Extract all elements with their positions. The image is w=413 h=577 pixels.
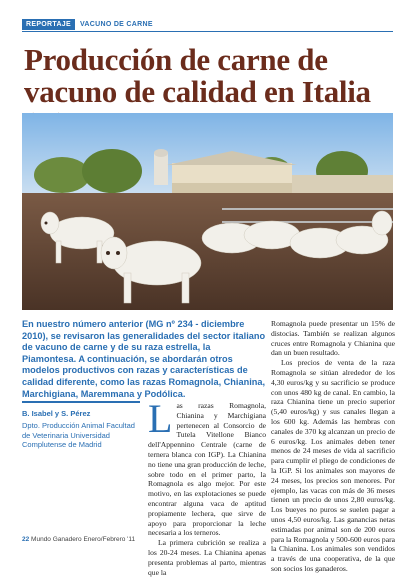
cattle-photo [22,113,393,310]
issue-date: Enero/Febrero '11 [83,536,136,543]
article-lede: En nuestro número anterior (MG nº 234 - diciembre 2010), se revisaron las generalidades del sector italiano de vacuno de carne y de su raza estrella, la Piamontesa. A continuación, se abordarán otros modelos productivos con razas y características de calidad diferente, como las razas Romagnola, Chianina, Marchigiana, Maremmana y Podólica. [22,319,266,399]
article-title: Producción de carne de vacuno de calidad en Italia [24,42,371,109]
section-header [22,18,393,30]
body-paragraph-4: Los precios de venta de la raza Romagnola se sitúan alrededor de los 4,30 euros/kg y su sacrificio se produce con unos 480 kg de canal. En cambio, la raza Chianina tiene un precio superior (5,40 euros/kg) y sus canales llegan a los 600 kg. Además las hembras con canales de 370 kg alcanzan un precio de 6 euros/kg. Los animales deben tener menos de 24 meses de vida al sacrificio para cumplir el pliego de condiciones de la IGP. Si los animales son mayores de 24 meses, los precios son menores. Por ejemplo, las vacas con más de 36 meses tienen un precio de unos 2,80 euros/kg. Los bueyes no puros se suelen pagar a unos 4,50 euros/kg. Las ganancias netas estimadas por animal son de 200 euros para la Romagnola y 500-600 euros para la Chianina. Los animales son vendidos a través de una cooperativa, de la que son socios los ganaderos. [271,358,395,573]
body-column-1 [148,396,266,577]
header-rule [22,31,393,32]
section-tag: REPORTAJE [22,19,75,30]
page-footer [22,536,135,543]
body-column-2 [271,319,395,574]
section-title: VACUNO DE CARNE [79,20,153,28]
body-paragraph-2: La primera cubrición se realiza a los 20-24 meses. La Chianina apenas presenta problemas al parto, mientras que la [148,538,266,577]
publication-name: Mundo Ganadero [31,536,82,543]
body-paragraph-3: Romagnola puede presentar un 15% de distocias. También se realizan algunos cruces entre Romagnola y Chianina que dan un buen resultado. [271,319,395,358]
author-box [22,401,140,523]
author-names: B. Isabel y S. Pérez [22,409,91,418]
body-paragraph-1: as razas Romagnola, Chianina y Marchigiana pertenecen al Consorcio de Tutela Vitellone Bianco dell'Appennino Centrale (carne de ternera blanca con IGP). La Chianina no tiene una gran producción de leche, sobre todo en el primer parto, la Romagnola es algo mejor. Por este motivo, en las explotaciones se puede encontrar alguna vaca de aptitud propiamente lechera, que sirve de apoyo para proporcionar la leche necesaria a los terneros. [148,401,266,538]
page-number: 22 [22,536,30,543]
author-affiliation: Dpto. Producción Animal Facultad de Veterinaria Universidad Complutense de Madrid [22,421,135,450]
drop-cap: L [148,396,173,441]
